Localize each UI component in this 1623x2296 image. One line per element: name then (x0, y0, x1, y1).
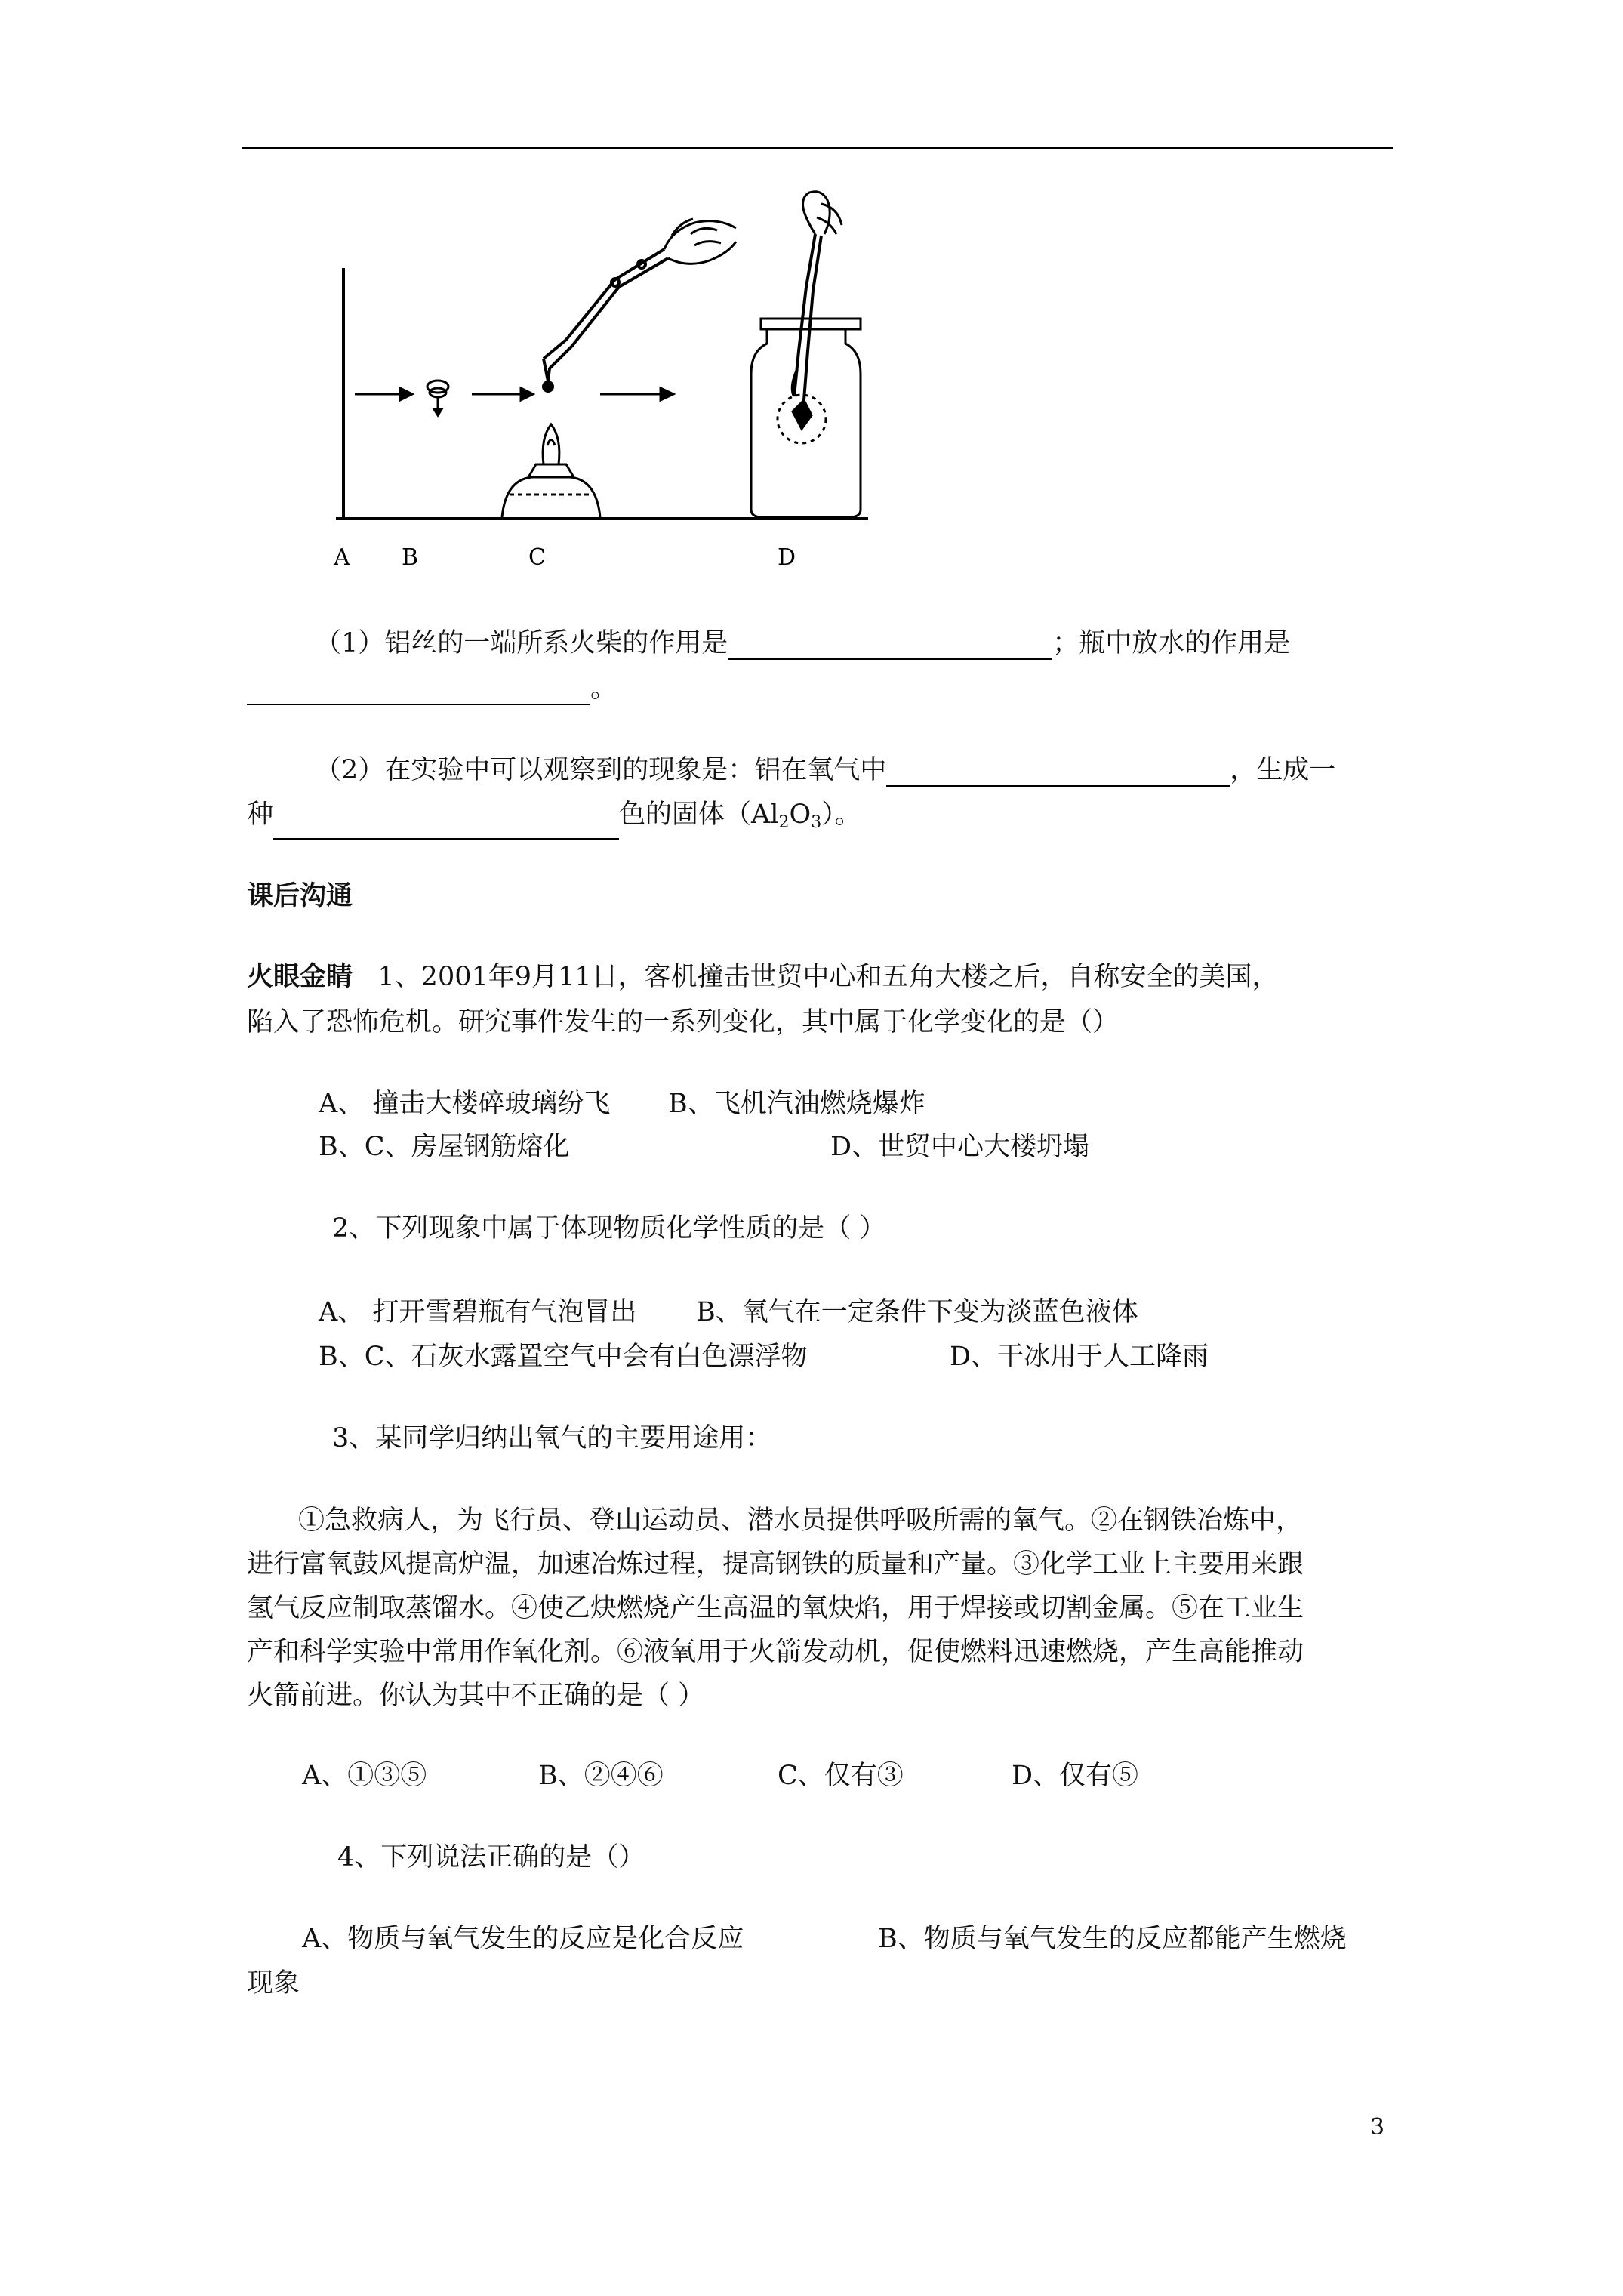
q2-line2-end: ）。 (821, 800, 861, 830)
q2-prefix: （2）在实验中可以观察到的现象是：铝在氧气中 (315, 755, 887, 785)
p4-question: 4、下列说法正确的是（） (337, 1842, 645, 1872)
q1-end: 。 (590, 673, 617, 704)
q1-line1 (315, 627, 1290, 660)
p4-option-b-continuation: 现象 (247, 1968, 300, 1999)
q2-line2 (247, 798, 861, 840)
arrow-c-d (600, 388, 673, 400)
experiment-figure (317, 189, 891, 581)
label-a: A (334, 544, 350, 571)
gas-jar-d (751, 319, 861, 517)
q1-line2 (247, 672, 617, 705)
q2-blank-1[interactable] (886, 760, 1230, 787)
p3-option-c[interactable]: C、仅有③ (778, 1761, 904, 1791)
q2-line1 (315, 754, 1335, 787)
p1-option-b[interactable]: B、飞机汽油燃烧爆炸 (668, 1089, 925, 1119)
p2-option-a[interactable]: A、 打开雪碧瓶有气泡冒出 (319, 1297, 637, 1327)
p1-option-a[interactable]: A、 撞击大楼碎玻璃纷飞 (319, 1089, 611, 1119)
arrow-a-b (355, 388, 412, 400)
q2-sub2: 3 (811, 813, 822, 832)
q2-mid: ，生成一 (1230, 755, 1336, 785)
p3-option-b[interactable]: B、②④⑥ (538, 1761, 664, 1791)
p4-option-b[interactable]: B、物质与氧气发生的反应都能产生燃烧 (878, 1924, 1347, 1954)
q2-sub1: 2 (778, 813, 790, 832)
hand-d (803, 192, 842, 234)
p3-body-line: 进行富氧鼓风提高炉温，加速冶炼过程，提高钢铁的质量和产量。③化学工业上主要用来跟 (247, 1549, 1304, 1579)
p3-body-line: 火箭前进。你认为其中不正确的是（ ） (247, 1681, 705, 1711)
p3-question: 3、某同学归纳出氧气的主要用途用： (332, 1423, 772, 1453)
p2-option-d[interactable]: D、干冰用于人工降雨 (950, 1342, 1209, 1372)
q1-blank-2[interactable] (247, 678, 590, 705)
p3-option-d[interactable]: D、仅有⑤ (1012, 1761, 1139, 1791)
p2-question: 2、下列现象中属于体现物质化学性质的是（ ） (332, 1213, 886, 1244)
header-rule (242, 147, 1393, 149)
q2-line2-prefix: 种 (247, 800, 274, 830)
p3-body-line: 产和科学实验中常用作氧化剂。⑥液氧用于火箭发动机，促使燃料迅速燃烧，产生高能推动 (247, 1637, 1304, 1667)
p2-option-c[interactable]: B、C、石灰水露置空气中会有白色漂浮物 (319, 1342, 808, 1372)
p3-body-line: ①急救病人，为飞行员、登山运动员、潜水员提供呼吸所需的氧气。②在钢铁冶炼中， (298, 1505, 1303, 1536)
q1-prefix: （1）铝丝的一端所系火柴的作用是 (315, 628, 728, 658)
p3-option-a[interactable]: A、①③⑤ (302, 1761, 427, 1791)
p3-body-line: 氢气反应制取蒸馏水。④使乙炔燃烧产生高温的氧炔焰，用于焊接或切割金属。⑤在工业生 (247, 1593, 1304, 1623)
tongs-c (544, 249, 668, 391)
p1-option-c[interactable]: B、C、房屋钢筋熔化 (319, 1132, 570, 1162)
q2-line2-mid: 色的固体（Al (619, 800, 779, 830)
coil-b (427, 381, 448, 415)
q1-blank-1[interactable] (728, 633, 1052, 660)
p4-option-a[interactable]: A、物质与氧气发生的反应是化合反应 (302, 1924, 744, 1954)
page-number: 3 (1370, 2114, 1385, 2140)
p1-text1: 1、2001年9月11日，客机撞击世贸中心和五角大楼之后，自称安全的美国， (377, 962, 1279, 992)
p1-line1 (247, 960, 1279, 994)
q2-blank-2[interactable] (273, 812, 619, 840)
label-d: D (778, 544, 796, 571)
arrow-b-c (472, 388, 533, 400)
p1-line2: 陷入了恐怖危机。研究事件发生的一系列变化，其中属于化学变化的是（） (247, 1007, 1119, 1037)
hand-c (664, 219, 736, 264)
tongs-d (793, 234, 821, 400)
label-c: C (528, 544, 546, 571)
alcohol-lamp-c (502, 424, 600, 517)
q2-o: O (789, 800, 812, 830)
p1-heading: 火眼金睛 (247, 961, 353, 992)
p1-option-d[interactable]: D、世贸中心大楼坍塌 (830, 1132, 1090, 1162)
q1-mid: ；瓶中放水的作用是 (1052, 628, 1291, 658)
p2-option-b[interactable]: B、氧气在一定条件下变为淡蓝色液体 (696, 1297, 1138, 1327)
label-b: B (402, 544, 419, 571)
section-title: 课后沟通 (247, 880, 353, 911)
